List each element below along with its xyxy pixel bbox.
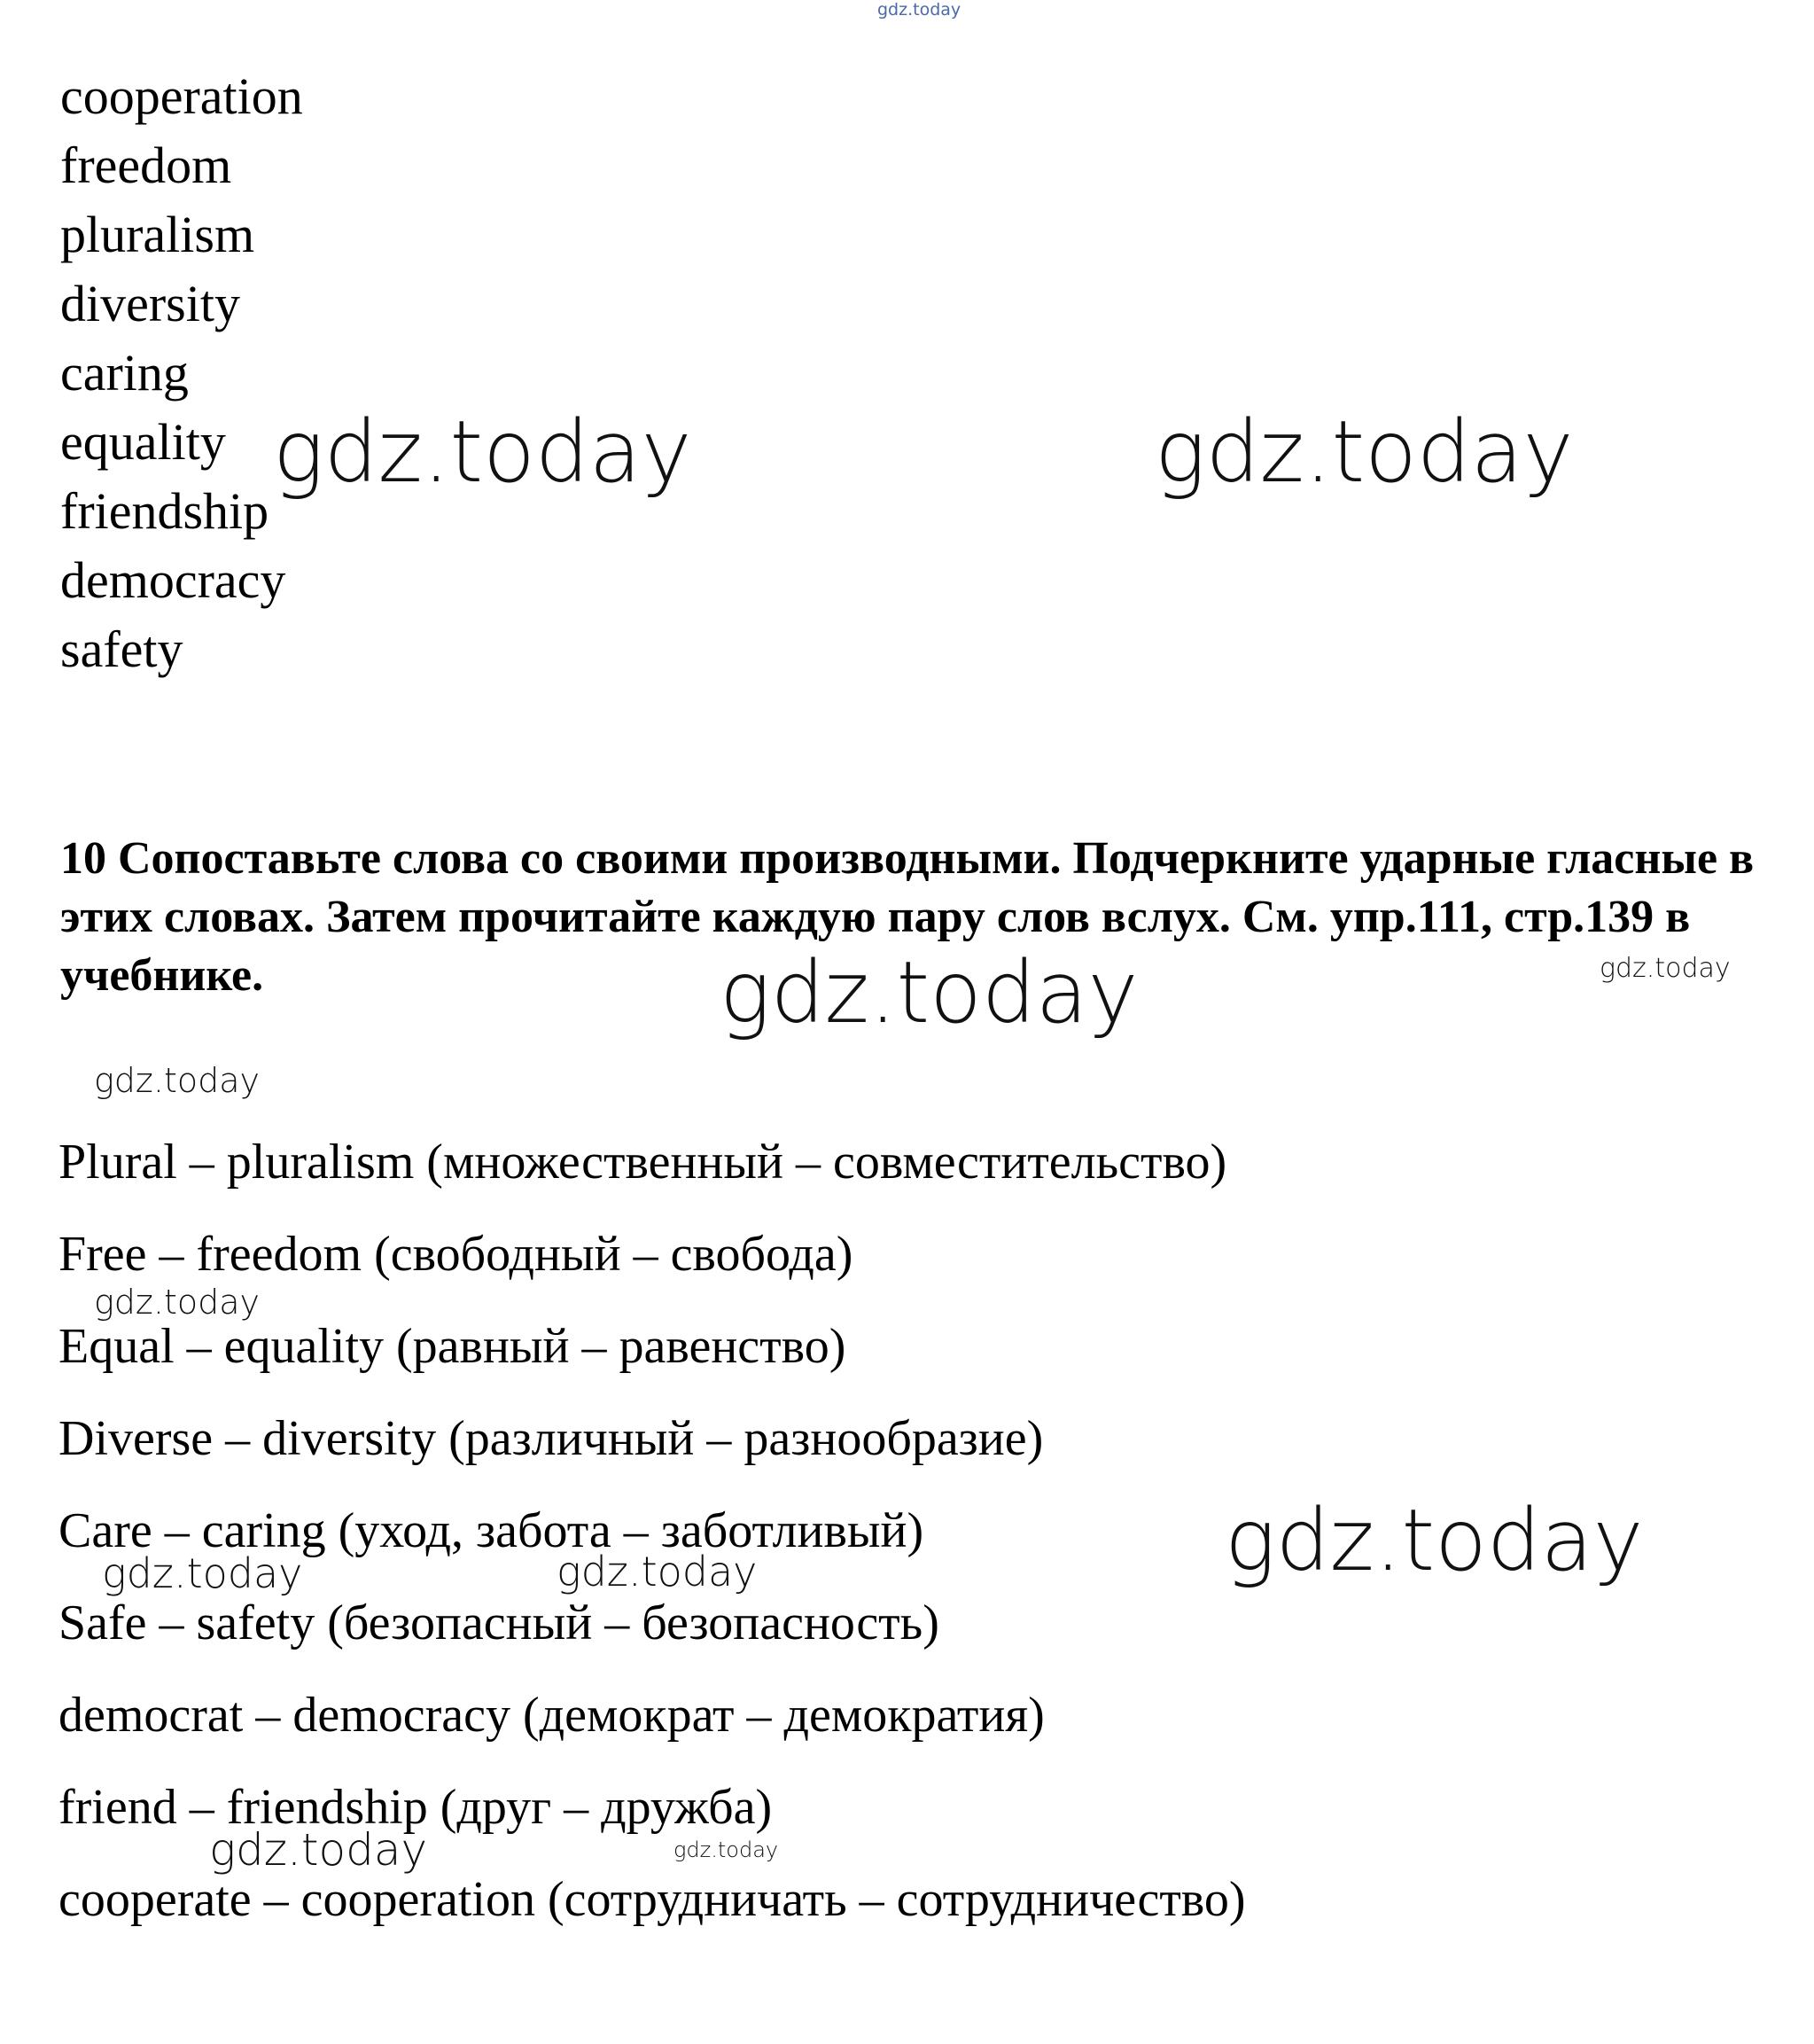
word-pair: democrat – democracy (демократ – демократия): [58, 1688, 1045, 1743]
word-pair: Equal – equality (равный – равенство): [58, 1319, 846, 1374]
watermark: gdz.today: [557, 1548, 758, 1595]
word-list: [60, 62, 303, 684]
watermark: gdz.today: [720, 943, 1139, 1042]
watermark: gdz.today: [94, 1283, 260, 1322]
top-watermark: gdz.today: [877, 0, 961, 20]
word-list-item: freedom: [60, 137, 232, 194]
exercise-instruction: 10 Сопоставьте слова со своими производными. Подчеркните ударные гласные в этих словах. Затем прочитайте каждую пару слов вслух. См. упр.111, стр.139 в учебнике.: [60, 833, 1755, 1001]
watermark: gdz.today: [209, 1824, 428, 1876]
word-pair: Plural – pluralism (множественный – совместительство): [58, 1135, 1227, 1190]
watermark: gdz.today: [673, 1837, 779, 1862]
word-list-item: equality: [60, 413, 226, 471]
watermark: gdz.today: [1155, 402, 1574, 502]
word-pair: Safe – safety (безопасный – безопасность): [58, 1595, 939, 1650]
word-list-item: caring: [60, 344, 189, 402]
word-pair: Free – freedom (свободный – свобода): [58, 1227, 853, 1282]
word-pair: friend – friendship (друг – дружба): [58, 1780, 773, 1835]
word-list-item: friendship: [60, 482, 269, 540]
word-list-item: democracy: [60, 551, 286, 609]
watermark: gdz.today: [94, 1061, 260, 1100]
word-pair: Diverse – diversity (различный – разнообразие): [58, 1411, 1044, 1466]
watermark: gdz.today: [102, 1549, 303, 1597]
word-list-item: diversity: [60, 275, 240, 332]
watermark: gdz.today: [273, 402, 692, 502]
watermark: gdz.today: [1225, 1491, 1644, 1590]
word-pair: cooperate – cooperation (сотрудничать – сотрудничество): [58, 1872, 1246, 1927]
word-pair: Care – caring (уход, забота – заботливый): [58, 1503, 924, 1558]
watermark: gdz.today: [1600, 953, 1731, 984]
word-list-item: safety: [60, 620, 183, 678]
word-list-item: pluralism: [60, 206, 255, 263]
word-list-item: cooperation: [60, 67, 303, 125]
